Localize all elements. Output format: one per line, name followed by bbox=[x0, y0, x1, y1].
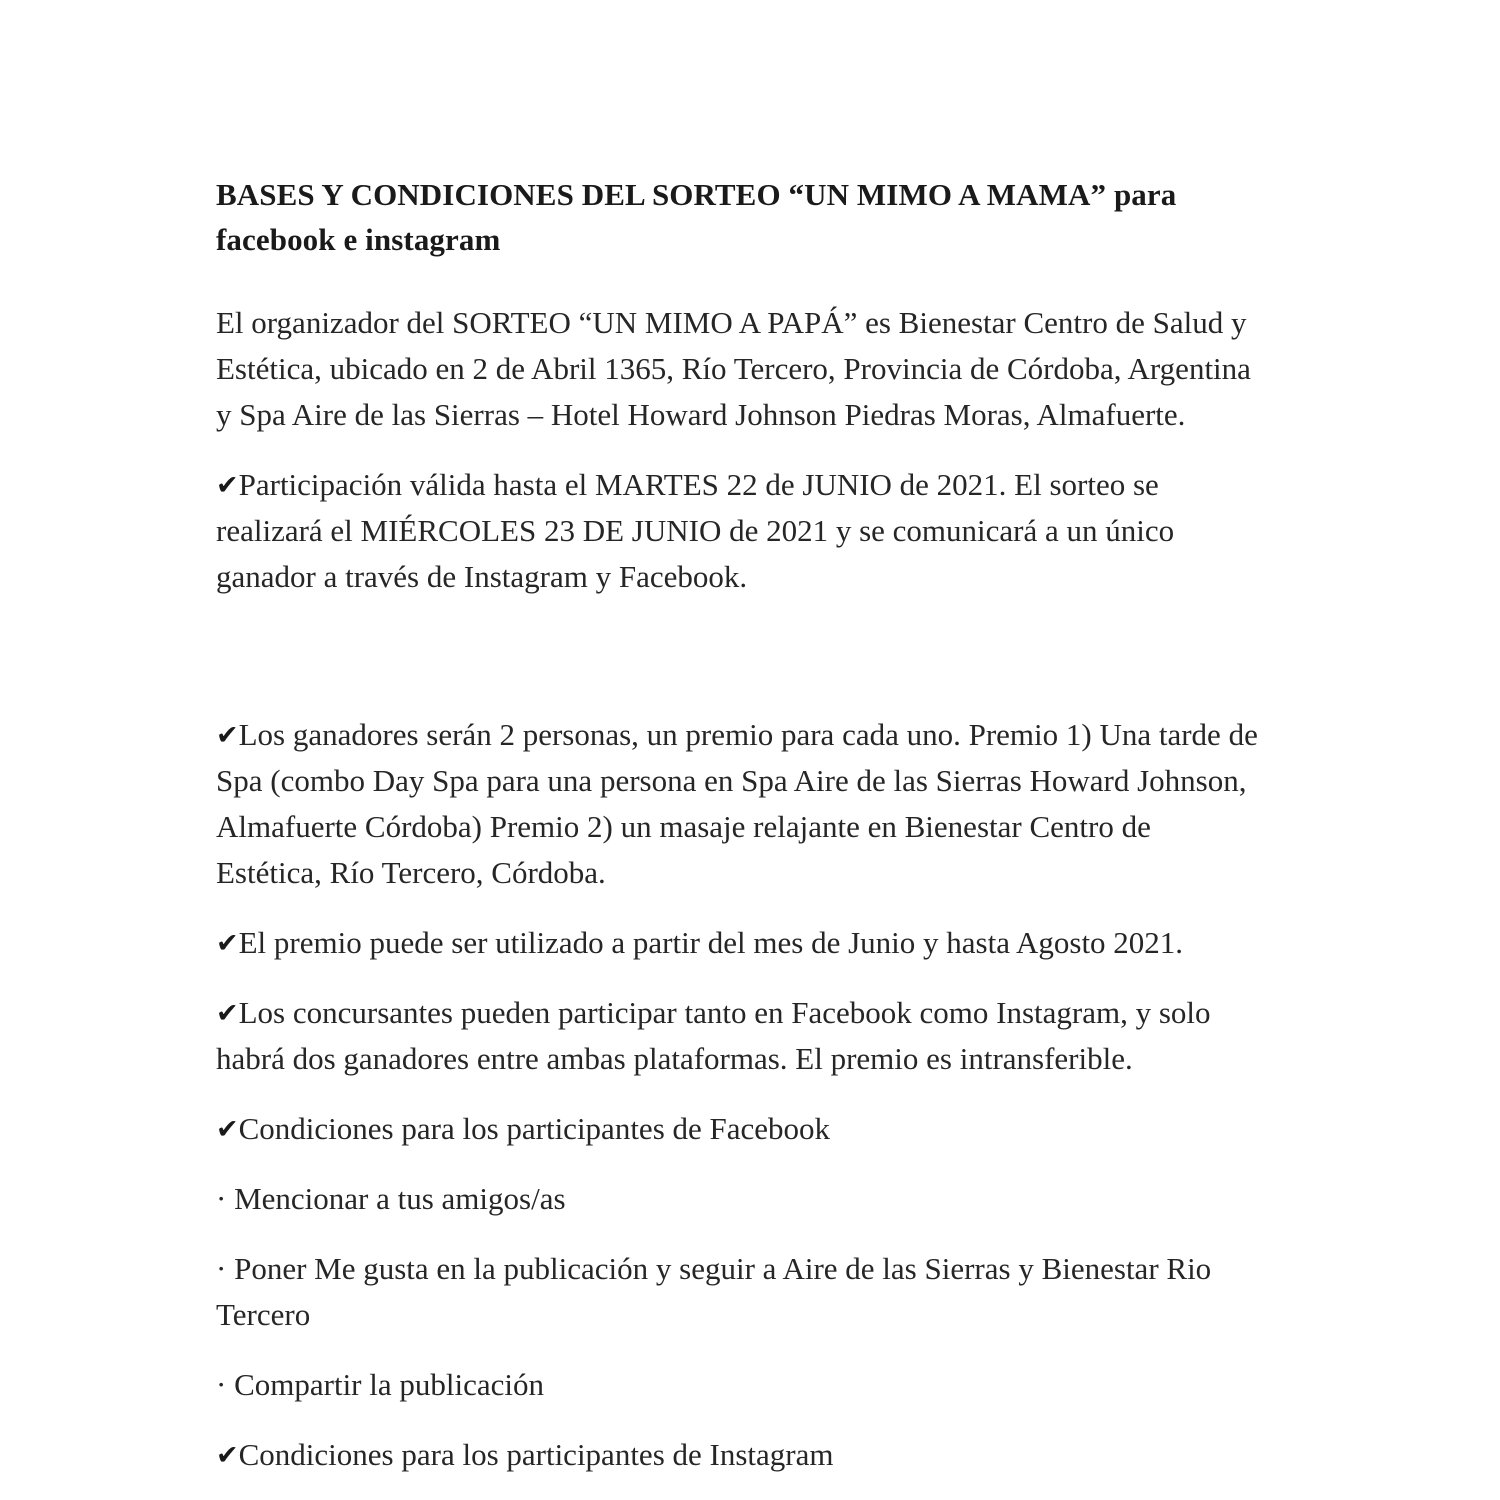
list-item-facebook-step-1 bbox=[216, 1176, 1264, 1222]
paragraph-winners-and-prizes bbox=[216, 712, 1264, 896]
paragraph-organizer-text: El organizador del SORTEO “UN MIMO A PAPÁ” es Bienestar Centro de Salud y Estética, ubicado en 2 de Abril 1365, Río Tercero, Provincia de Córdoba, Argentina y Spa Aire de las Sierras – Hotel Howard Johnson Piedras Moras, Almafuerte. bbox=[216, 305, 1251, 432]
check-icon: ✔ bbox=[216, 1114, 239, 1145]
document-body bbox=[216, 172, 1264, 1478]
spacer-1 bbox=[216, 438, 1264, 462]
bullet-icon: · bbox=[216, 1181, 227, 1216]
paragraph-organizer bbox=[216, 300, 1264, 438]
check-icon: ✔ bbox=[216, 720, 239, 751]
check-icon: ✔ bbox=[216, 470, 239, 501]
heading-facebook-conditions-text: Condiciones para los participantes de Facebook bbox=[238, 1111, 831, 1146]
list-item-facebook-step-1-text: Mencionar a tus amigos/as bbox=[234, 1181, 566, 1216]
heading-instagram-conditions-text: Condiciones para los participantes de Instagram bbox=[238, 1437, 834, 1472]
spacer-6 bbox=[216, 1222, 1264, 1246]
spacer-3 bbox=[216, 966, 1264, 990]
spacer-4 bbox=[216, 1082, 1264, 1106]
heading-instagram-conditions bbox=[216, 1432, 1264, 1478]
bullet-icon: · bbox=[216, 1251, 227, 1286]
list-item-facebook-step-2 bbox=[216, 1246, 1264, 1338]
paragraph-platforms bbox=[216, 990, 1264, 1082]
bullet-icon: · bbox=[216, 1367, 227, 1402]
spacer-8 bbox=[216, 1408, 1264, 1432]
list-item-facebook-step-3-text: Compartir la publicación bbox=[234, 1367, 544, 1402]
paragraph-participation-deadline bbox=[216, 462, 1264, 600]
spacer-2 bbox=[216, 896, 1264, 920]
paragraph-platforms-text: Los concursantes pueden participar tanto en Facebook como Instagram, y solo habrá dos ganadores entre ambas plataformas. El premio es intransferible. bbox=[216, 995, 1211, 1076]
list-item-facebook-step-3 bbox=[216, 1362, 1264, 1408]
paragraph-winners-and-prizes-text: Los ganadores serán 2 personas, un premio para cada uno. Premio 1) Una tarde de Spa (combo Day Spa para una persona en Spa Aire de las Sierras Howard Johnson, Almafuerte Córdoba) Premio 2) un masaje relajante en Bienestar Centro de Estética, Río Tercero, Córdoba. bbox=[216, 717, 1258, 890]
paragraph-prize-validity-text: El premio puede ser utilizado a partir del mes de Junio y hasta Agosto 2021. bbox=[238, 925, 1184, 960]
spacer-after-title bbox=[216, 262, 1264, 300]
spacer-empty-paragraph bbox=[216, 600, 1264, 712]
paragraph-prize-validity bbox=[216, 920, 1264, 966]
check-icon: ✔ bbox=[216, 928, 239, 959]
spacer-7 bbox=[216, 1338, 1264, 1362]
check-icon: ✔ bbox=[216, 998, 239, 1029]
paragraph-participation-deadline-text: Participación válida hasta el MARTES 22 de JUNIO de 2021. El sorteo se realizará el MIÉRCOLES 23 DE JUNIO de 2021 y se comunicará a un único ganador a través de Instagram y Facebook. bbox=[216, 467, 1175, 594]
check-icon: ✔ bbox=[216, 1440, 239, 1471]
page-title: BASES Y CONDICIONES DEL SORTEO “UN MIMO A MAMA” para facebook e instagram bbox=[216, 177, 1177, 257]
spacer-5 bbox=[216, 1152, 1264, 1176]
heading-facebook-conditions bbox=[216, 1106, 1264, 1152]
list-item-facebook-step-2-text: Poner Me gusta en la publicación y seguir a Aire de las Sierras y Bienestar Rio Tercero bbox=[216, 1251, 1212, 1332]
